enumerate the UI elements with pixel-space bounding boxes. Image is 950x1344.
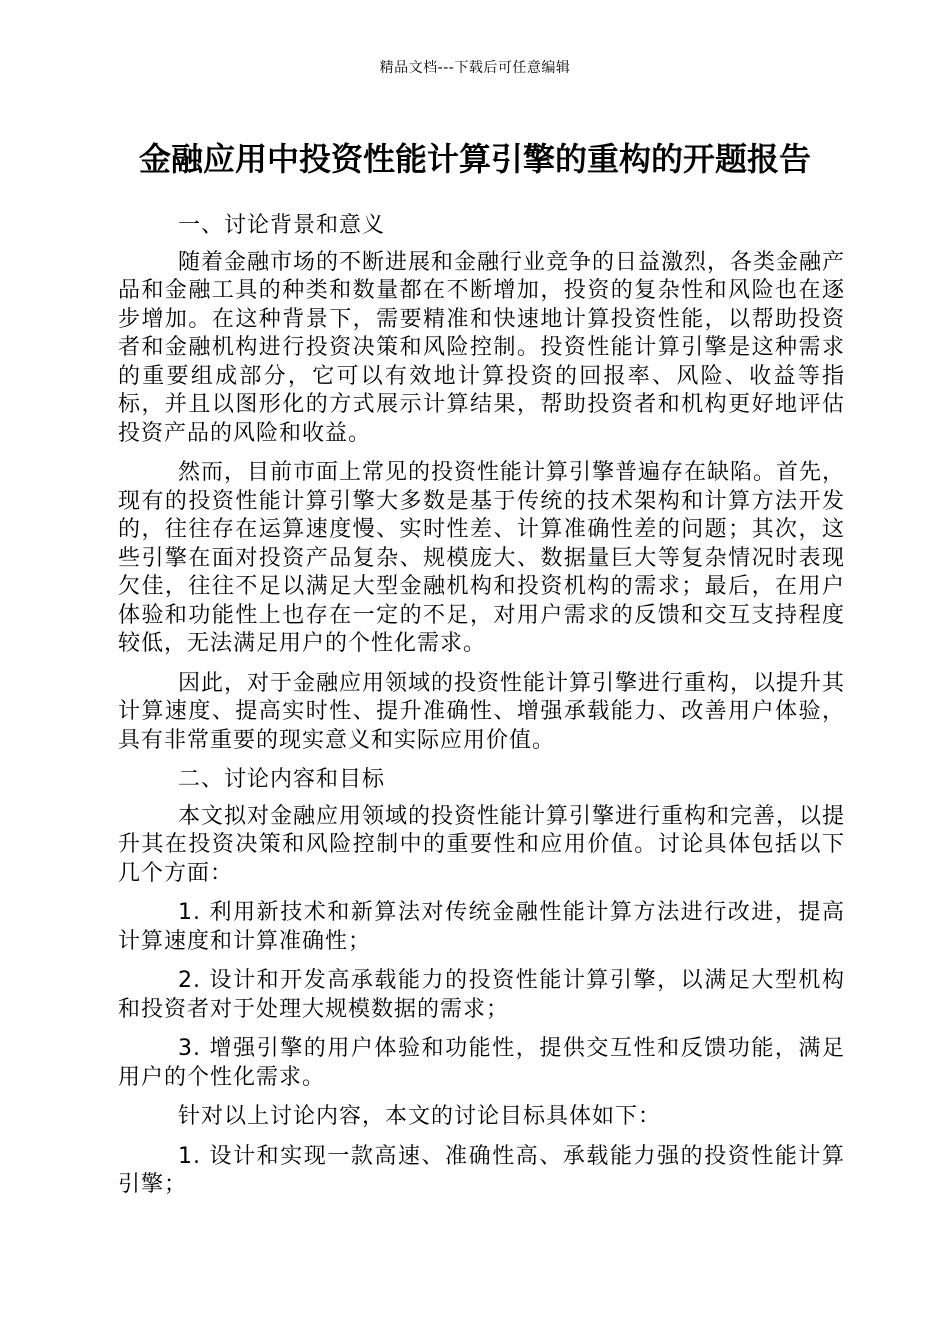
list-item-1: 1. 利用新技术和新算法对传统金融性能计算方法进行改进，提高计算速度和计算准确性； bbox=[118, 900, 845, 954]
paragraph-content-intro: 本文拟对金融应用领域的投资性能计算引擎进行重构和完善，以提升其在投资决策和风险控制中的重要性和应用价值。讨论具体包括以下几个方面： bbox=[118, 803, 846, 886]
section-heading-1: 一、讨论背景和意义 bbox=[178, 213, 386, 238]
list-item-goal-1: 1. 设计和实现一款高速、准确性高、承载能力强的投资性能计算引擎； bbox=[118, 1143, 845, 1197]
paragraph-background-2: 然而，目前市面上常见的投资性能计算引擎普遍存在缺陷。首先，现有的投资性能计算引擎大多数是基于传统的技术架构和计算方法开发的，往往存在运算速度慢、实时性差、计算准确性差的问题；其次，这些引擎在面对投资产品复杂、规模庞大、数据量巨大等复杂情况时表现欠佳，往往不足以满足大型金融机构和投资机构的需求；最后，在用户体验和功能性上也存在一定的不足，对用户需求的反馈和交互支持程度较低，无法满足用户的个性化需求。 bbox=[118, 460, 846, 656]
paragraph-background-1: 随着金融市场的不断进展和金融行业竞争的日益激烈，各类金融产品和金融工具的种类和数量都在不断增加，投资的复杂性和风险也在逐步增加。在这种背景下，需要精准和快速地计算投资性能，以帮助投资者和金融机构进行投资决策和风险控制。投资性能计算引擎是这种需求的重要组成部分，它可以有效地计算投资的回报率、风险、收益等指标，并且以图形化的方式展示计算结果，帮助投资者和机构更好地评估投资产品的风险和收益。 bbox=[118, 249, 846, 446]
header-watermark: 精品文档---下载后可任意编辑 bbox=[379, 60, 571, 76]
document-body bbox=[118, 212, 845, 1211]
list-item-2: 2. 设计和开发高承载能力的投资性能计算引擎，以满足大型机构和投资者对于处理大规模数据的需求； bbox=[118, 968, 845, 1022]
paragraph-goals-intro: 针对以上讨论内容，本文的讨论目标具体如下： bbox=[178, 1104, 662, 1129]
paragraph-background-3: 因此，对于金融应用领域的投资性能计算引擎进行重构，以提升其计算速度、提高实时性、提升准确性、增强承载能力、改善用户体验，具有非常重要的现实意义和实际应用价值。 bbox=[118, 670, 846, 753]
document-title: 金融应用中投资性能计算引擎的重构的开题报告 bbox=[138, 140, 811, 178]
section-heading-2: 二、讨论内容和目标 bbox=[178, 767, 386, 792]
list-item-3: 3. 增强引擎的用户体验和功能性，提供交互性和反馈功能，满足用户的个性化需求。 bbox=[118, 1036, 845, 1090]
